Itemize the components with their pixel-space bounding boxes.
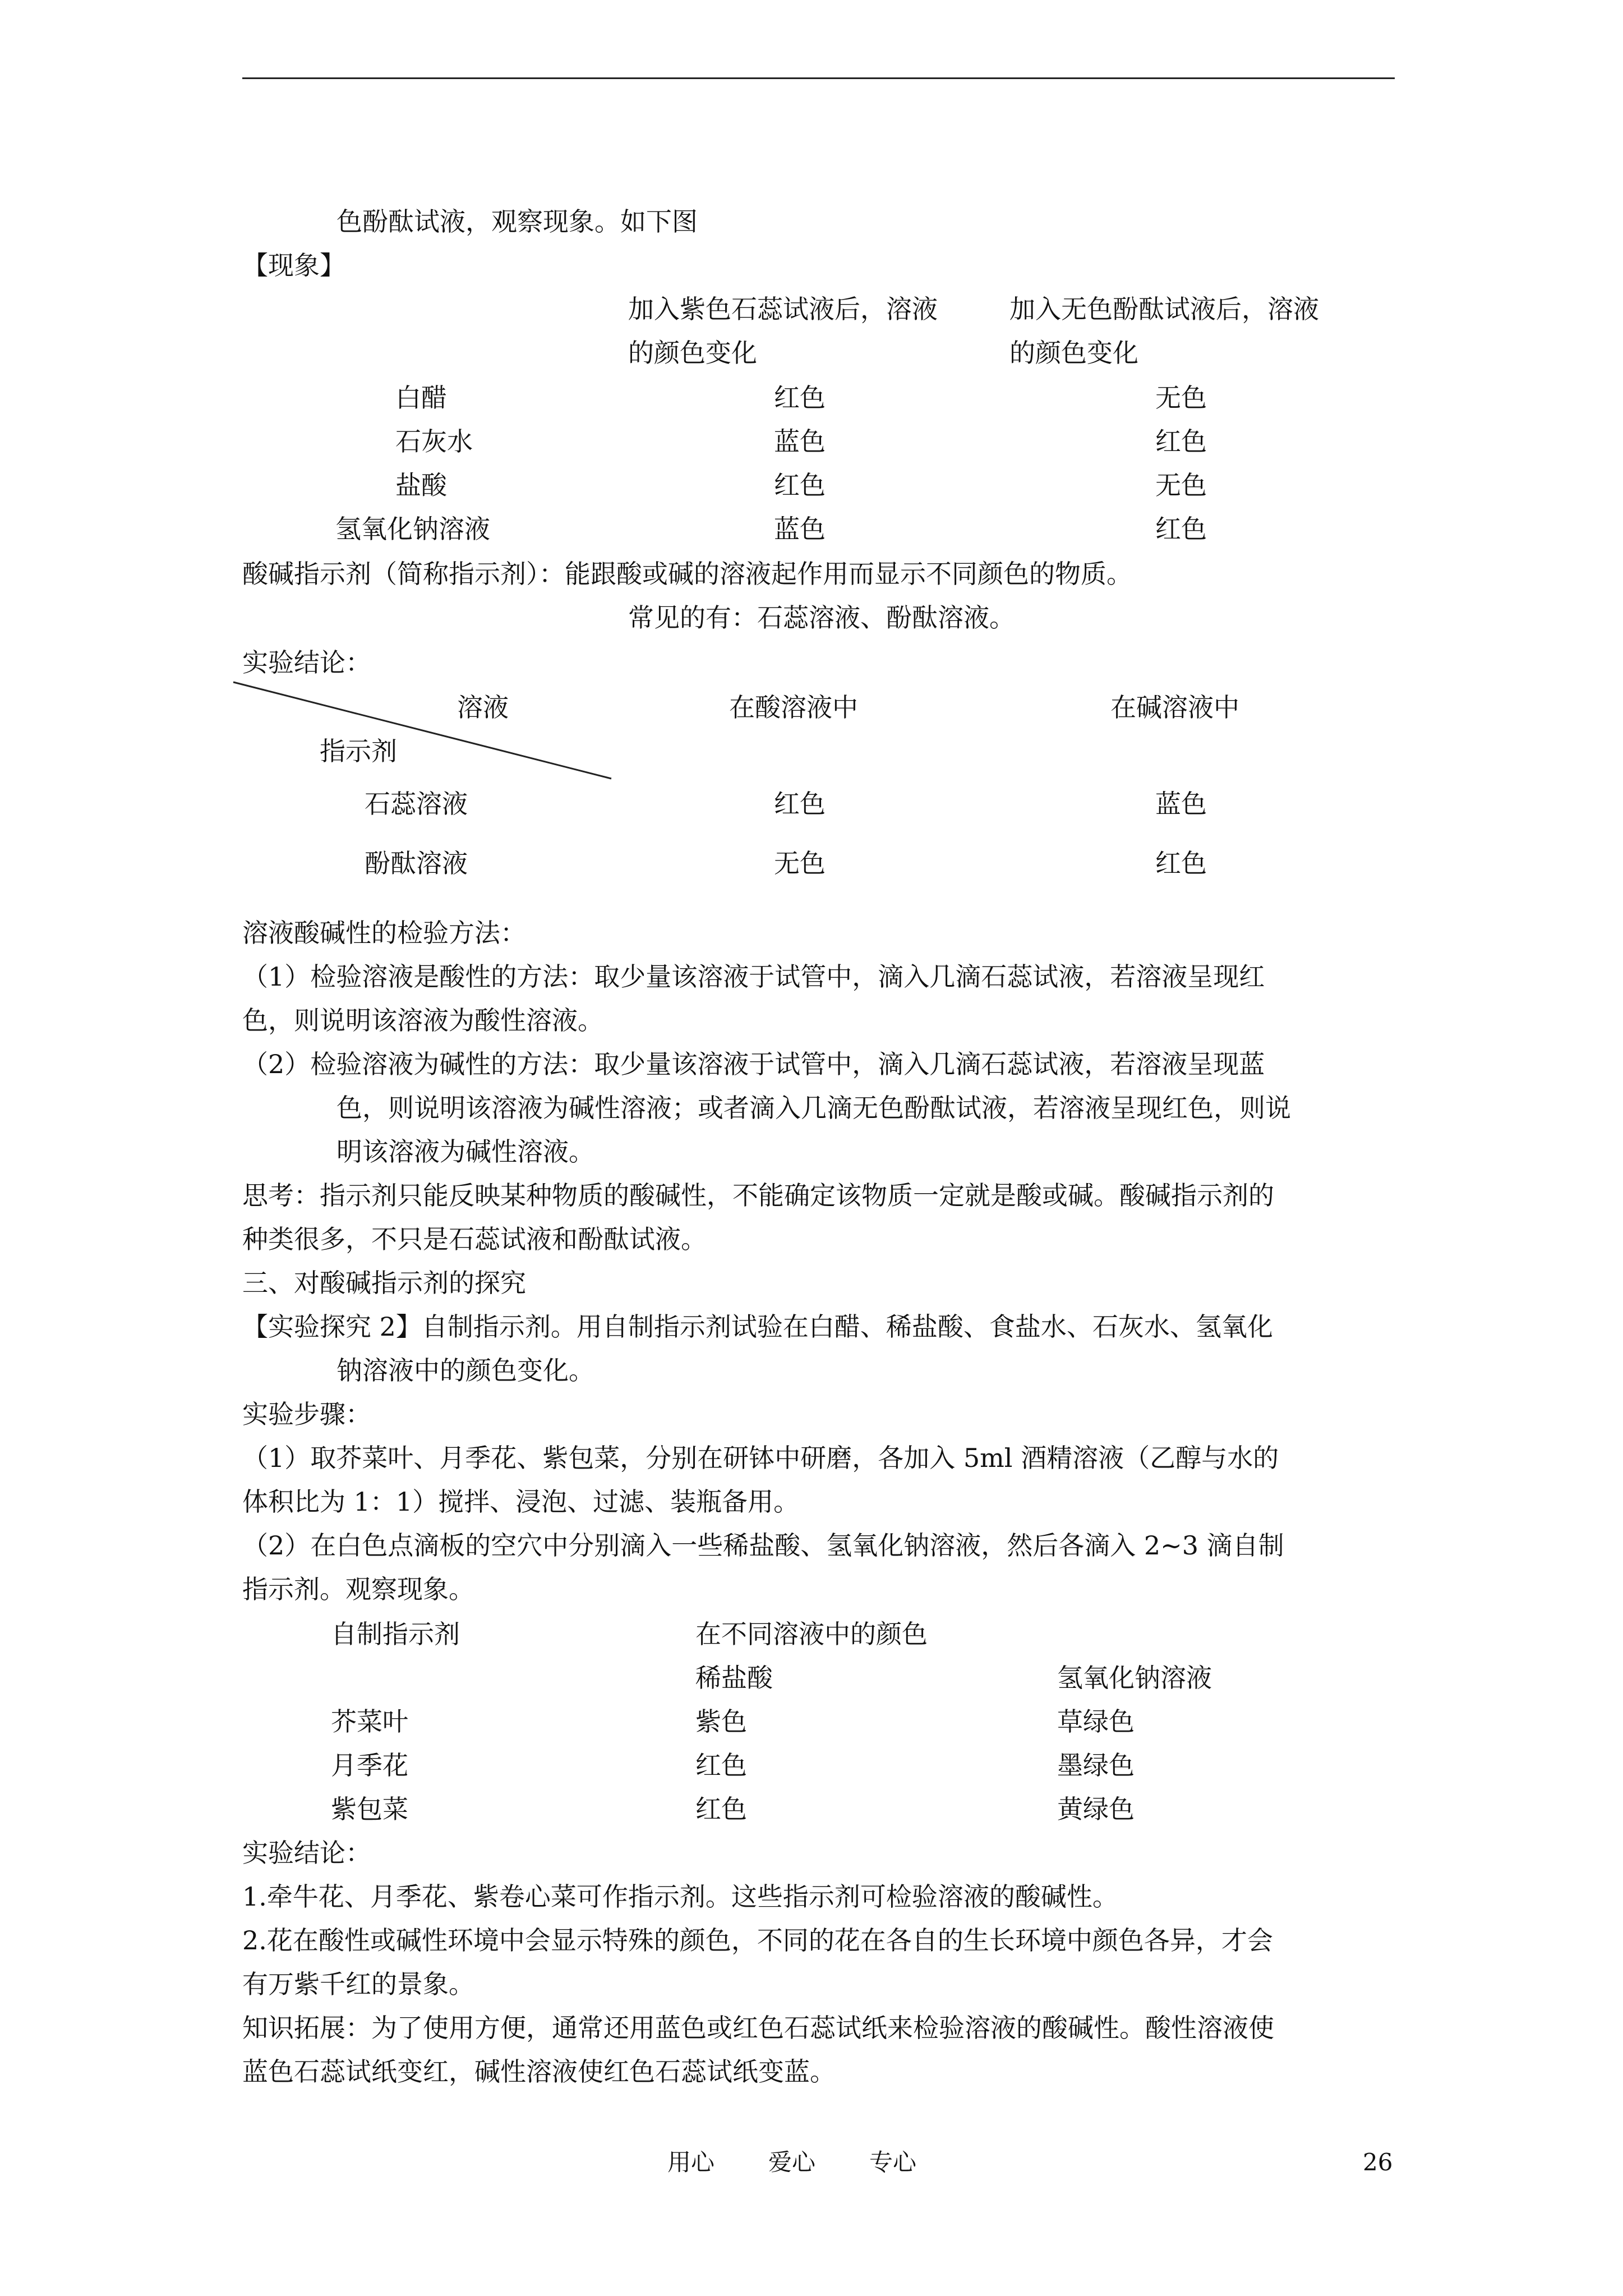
step-2-line-1: （2）在白色点滴板的空穴中分别滴入一些稀盐酸、氢氧化钠溶液，然后各滴入 2~3 滴自制: [242, 1530, 1284, 1561]
table2-corner-top: 溶液: [457, 692, 509, 723]
table2-row-base: 红色: [1155, 848, 1207, 878]
explore-2-line-1: 【实验探究 2】自制指示剂。用自制指示剂试验在白醋、稀盐酸、食盐水、石灰水、氢氧化: [242, 1312, 1273, 1342]
table3-row-acid: 红色: [695, 1794, 747, 1824]
table1-header-litmus-2: 的颜色变化: [628, 338, 757, 368]
table1-row-phenol: 红色: [1155, 514, 1207, 544]
table2-header-base: 在碱溶液中: [1110, 692, 1239, 723]
table1-row-phenol: 红色: [1155, 426, 1207, 457]
table1-row-name: 石灰水: [395, 426, 473, 457]
table3-subheader-base: 氢氧化钠溶液: [1057, 1663, 1212, 1693]
table1-row-phenol: 无色: [1155, 383, 1207, 413]
footer-right: 专心: [869, 2148, 917, 2176]
footer-middle: 爱心: [768, 2148, 816, 2176]
table1-header-phenol-1: 加入无色酚酞试液后，溶液: [1009, 294, 1319, 324]
conclusion-1: 1.牵牛花、月季花、紫卷心菜可作指示剂。这些指示剂可检验溶液的酸碱性。: [242, 1881, 1118, 1912]
table1-row-litmus: 红色: [774, 383, 826, 413]
table3-row-base: 墨绿色: [1057, 1750, 1135, 1780]
table1-row-name: 白醋: [395, 383, 447, 413]
method-1-line-1: （1）检验溶液是酸性的方法：取少量该溶液于试管中，滴入几滴石蕊试液，若溶液呈现红: [242, 961, 1265, 992]
table1-row-name: 盐酸: [395, 470, 447, 500]
step-1-line-1: （1）取芥菜叶、月季花、紫包菜，分别在研钵中研磨，各加入 5ml 酒精溶液（乙醇与水的: [242, 1443, 1279, 1473]
table3-header-indicator: 自制指示剂: [331, 1619, 460, 1649]
conclusion-label-1: 实验结论：: [242, 647, 371, 678]
thinking-line-2: 种类很多，不只是石蕊试液和酚酞试液。: [242, 1224, 707, 1254]
indicator-definition: 酸碱指示剂（简称指示剂）：能跟酸或碱的溶液起作用而显示不同颜色的物质。: [242, 559, 1132, 589]
method-heading: 溶液酸碱性的检验方法：: [242, 918, 526, 948]
method-2-line-3: 明该溶液为碱性溶液。: [336, 1137, 594, 1167]
method-1-line-2: 色，则说明该溶液为酸性溶液。: [242, 1005, 603, 1036]
step-2-line-2: 指示剂。观察现象。: [242, 1574, 474, 1604]
table3-row-base: 黄绿色: [1057, 1794, 1135, 1824]
table1-row-litmus: 红色: [774, 470, 826, 500]
explore-2-line-2: 钠溶液中的颜色变化。: [336, 1355, 594, 1386]
table3-row-name: 月季花: [331, 1750, 408, 1780]
table2-corner-bottom: 指示剂: [320, 736, 397, 766]
method-2-line-1: （2）检验溶液为碱性的方法：取少量该溶液于试管中，滴入几滴石蕊试液，若溶液呈现蓝: [242, 1049, 1265, 1079]
footer-left: 用心: [667, 2148, 715, 2176]
page-number: 26: [1363, 2148, 1393, 2176]
table1-row-name: 氢氧化钠溶液: [335, 514, 490, 544]
table2-row-acid: 红色: [774, 789, 826, 819]
table2-row-name: 石蕊溶液: [365, 789, 468, 819]
thinking-line-1: 思考：指示剂只能反映某种物质的酸碱性，不能确定该物质一定就是酸或碱。酸碱指示剂的: [242, 1180, 1274, 1211]
section-3-heading: 三、对酸碱指示剂的探究: [242, 1268, 526, 1298]
table1-header-phenol-2: 的颜色变化: [1009, 338, 1138, 368]
table2-row-acid: 无色: [774, 848, 826, 878]
table1-header-litmus-1: 加入紫色石蕊试液后，溶液: [628, 294, 938, 324]
common-indicators: 常见的有：石蕊溶液、酚酞溶液。: [628, 602, 1015, 633]
table3-row-acid: 紫色: [695, 1706, 747, 1737]
table3-subheader-acid: 稀盐酸: [695, 1663, 773, 1693]
table2-row-base: 蓝色: [1155, 789, 1207, 819]
phenomenon-heading: 【现象】: [242, 250, 345, 280]
table1-row-litmus: 蓝色: [774, 426, 826, 457]
table3-row-name: 芥菜叶: [331, 1706, 408, 1737]
table2-row-name: 酚酞溶液: [365, 848, 468, 878]
conclusion-2-line-1: 2.花在酸性或碱性环境中会显示特殊的颜色，不同的花在各自的生长环境中颜色各异，才会: [242, 1925, 1273, 1955]
table1-row-litmus: 蓝色: [774, 514, 826, 544]
table2-header-acid: 在酸溶液中: [729, 692, 858, 723]
conclusion-2-line-2: 有万紫千红的景象。: [242, 1969, 474, 1999]
step-1-line-2: 体积比为 1：1）搅拌、浸泡、过滤、装瓶备用。: [242, 1487, 800, 1517]
table3-row-name: 紫包菜: [331, 1794, 408, 1824]
table3-row-acid: 红色: [695, 1750, 747, 1780]
knowledge-line-2: 蓝色石蕊试纸变红，碱性溶液使红色石蕊试纸变蓝。: [242, 2056, 836, 2087]
knowledge-line-1: 知识拓展：为了使用方便，通常还用蓝色或红色石蕊试纸来检验溶液的酸碱性。酸性溶液使: [242, 2013, 1274, 2043]
intro-line: 色酚酞试液，观察现象。如下图: [336, 206, 698, 237]
method-2-line-2: 色，则说明该溶液为碱性溶液；或者滴入几滴无色酚酞试液，若溶液呈现红色，则说: [336, 1093, 1291, 1123]
table3-header-colors: 在不同溶液中的颜色: [695, 1619, 928, 1649]
conclusion-label-2: 实验结论：: [242, 1838, 371, 1868]
table1-row-phenol: 无色: [1155, 470, 1207, 500]
table3-row-base: 草绿色: [1057, 1706, 1135, 1737]
steps-label: 实验步骤：: [242, 1399, 371, 1429]
